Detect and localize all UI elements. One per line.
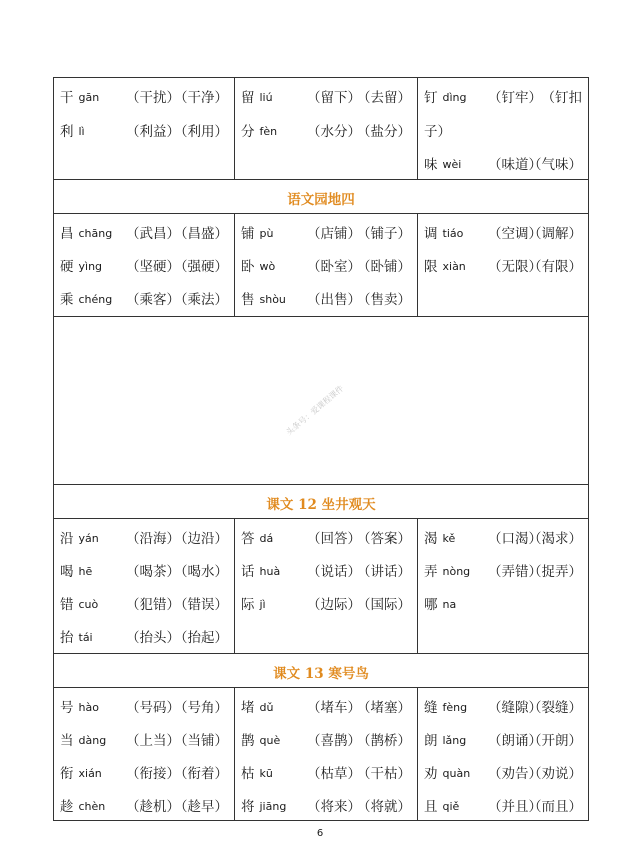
character: 劝 [424,766,438,782]
character: 将 [241,799,255,815]
pinyin: gān [78,91,100,104]
word-2: （国际） [357,597,411,613]
word-entry [60,696,228,720]
character: 趁 [60,799,74,815]
word-2: （答案） [357,531,411,547]
section-13-row [54,688,588,821]
pinyin: qiě [442,800,460,813]
word-1: （武昌） [126,226,180,242]
word-entry [60,762,228,786]
section-header-row [54,180,588,214]
character: 利 [60,124,74,140]
word-entry [241,86,411,110]
pinyin: na [442,598,457,611]
word-entry [424,86,582,110]
word-2: （昌盛） [174,226,228,242]
pinyin: kū [259,767,273,780]
empty-area [54,317,588,485]
pinyin: liú [259,91,273,104]
word-entry [424,153,582,177]
pinyin: fèn [259,125,278,138]
word-entry [241,593,411,617]
word-2: （号角） [174,700,228,716]
word-2: （劝说） [528,766,582,782]
word-1: （抬头） [126,630,180,646]
pinyin: wò [259,260,276,273]
word-2: （利用） [174,124,228,140]
word-2: （鹊桥） [357,733,411,749]
section-yuwen-col-2 [234,214,417,316]
word-1: （将来） [307,799,361,815]
word-entry [60,729,228,753]
word-2: （有限） [528,259,582,275]
word-2: （讲话） [357,564,411,580]
section-title: 语文园地四 [287,192,355,208]
word-entry [60,626,228,650]
word-entry [241,729,411,753]
word-2: （捉弄） [528,564,582,580]
word-entry [424,795,582,819]
character: 朗 [424,733,438,749]
word-2: （开朗） [528,733,582,749]
character: 且 [424,799,438,815]
pinyin: quàn [442,767,471,780]
character: 衔 [60,766,74,782]
pinyin: kě [442,532,456,545]
character: 堵 [241,700,255,716]
word-1: （沿海） [126,531,180,547]
word-entry [424,762,582,786]
word-1: （味道） [488,157,542,173]
character: 硬 [60,259,74,275]
section-12-col-3 [417,519,588,653]
pinyin: jì [259,598,266,611]
word-1: （衔接） [126,766,180,782]
pinyin: jiāng [259,800,287,813]
pinyin: hào [78,701,99,714]
word-2: （而且） [528,799,582,815]
word-entry [60,527,228,551]
word-1: （缝隙） [488,700,542,716]
character: 售 [241,292,255,308]
character: 沿 [60,531,74,547]
word-1: （趁机） [126,799,180,815]
word-1: （坚硬） [126,259,180,275]
word-1: （出售） [307,292,361,308]
pinyin: xián [78,767,102,780]
word-2: （错误） [174,597,228,613]
word-1: （无限） [488,259,542,275]
section-title: 课文 12 坐井观天 [266,497,376,513]
word-1: （水分） [307,124,361,140]
word-2: （干枯） [357,766,411,782]
character: 错 [60,597,74,613]
pinyin: què [259,734,281,747]
word-1: （回答） [307,531,361,547]
word-2: （趁早） [174,799,228,815]
word-2: （当铺） [174,733,228,749]
pinyin: hē [78,565,93,578]
word-2: （调解） [528,226,582,242]
character: 留 [241,90,255,106]
character: 当 [60,733,74,749]
pinyin: huà [259,565,281,578]
word-2: （将就） [357,799,411,815]
section-12-col-2 [234,519,417,653]
word-entry [241,527,411,551]
word-1: （店铺） [307,226,361,242]
word-entry [424,696,582,720]
pinyin: tiáo [442,227,464,240]
word-1: （堵车） [307,700,361,716]
section-header-row [54,485,588,519]
word-entry [60,120,228,144]
word-entry [60,593,228,617]
word-1: （说话） [307,564,361,580]
character: 干 [60,90,74,106]
character: 际 [241,597,255,613]
page-number: 6 [316,828,324,839]
section-12-col-1 [54,519,234,653]
word-2: （抬起） [174,630,228,646]
section-13-col-2 [234,688,417,821]
character: 号 [60,700,74,716]
character: 枯 [241,766,255,782]
section-yuwen-col-1 [54,214,234,316]
section-header-row [54,654,588,688]
watermark: 头条号：爱课程课件 [284,383,346,438]
word-1: （口渴） [488,531,542,547]
pinyin: fèng [442,701,468,714]
pinyin: cuò [78,598,99,611]
word-1: （喜鹊） [307,733,361,749]
word-1: （犯错） [126,597,180,613]
pinyin: chèn [78,800,106,813]
pinyin: xiàn [442,260,466,273]
block-1-col-1 [54,78,234,179]
word-entry [241,120,411,144]
character: 分 [241,124,255,140]
vocabulary-table [53,77,589,821]
character: 弄 [424,564,438,580]
wrapped-text: 子） [424,124,451,140]
section-13-col-1 [54,688,234,821]
block-1-col-3 [417,78,588,179]
pinyin: pù [259,227,274,240]
word-entry [241,288,411,312]
pinyin: yìng [78,260,103,273]
word-entry [424,527,582,551]
word-entry [424,729,582,753]
word-2: （堵塞） [357,700,411,716]
word-entry [241,222,411,246]
word-2: （强硬） [174,259,228,275]
word-entry [424,560,582,584]
word-entry [424,593,582,617]
character: 调 [424,226,438,242]
word-2: （钉扣 [541,90,582,106]
word-2: （气味） [528,157,582,173]
word-2: （乘法） [174,292,228,308]
word-entry [60,288,228,312]
character: 限 [424,259,438,275]
word-2: （渴求） [528,531,582,547]
word-1: （边际） [307,597,361,613]
pinyin: chāng [78,227,113,240]
pinyin: dìng [442,91,467,104]
section-13-col-3 [417,688,588,821]
character: 渴 [424,531,438,547]
word-1: （利益） [126,124,180,140]
word-entry [60,255,228,279]
word-1: （空调） [488,226,542,242]
word-entry [60,222,228,246]
word-1: （上当） [126,733,180,749]
pinyin: shòu [259,293,286,306]
word-1: （乘客） [126,292,180,308]
character: 味 [424,157,438,173]
word-2: （盐分） [357,124,411,140]
character: 昌 [60,226,74,242]
word-2: （售卖） [357,292,411,308]
pinyin: yán [78,532,99,545]
word-entry [241,762,411,786]
word-1: （弄错） [488,564,542,580]
word-1: （并且） [488,799,542,815]
word-1: （干扰） [126,90,180,106]
pinyin: dá [259,532,274,545]
character: 话 [241,564,255,580]
word-entry [241,255,411,279]
word-1: （劝告） [488,766,542,782]
character: 钉 [424,90,438,106]
word-entry [60,86,228,110]
word-1: （号码） [126,700,180,716]
word-2: （去留） [357,90,411,106]
word-2: （边沿） [174,531,228,547]
pinyin: nòng [442,565,471,578]
word-entry [424,255,582,279]
section-yuwen-row [54,214,588,317]
block-1-col-2 [234,78,417,179]
pinyin: dàng [78,734,107,747]
word-1: （枯草） [307,766,361,782]
character: 乘 [60,292,74,308]
word-entry [60,560,228,584]
word-2: （干净） [174,90,228,106]
word-2: （喝水） [174,564,228,580]
word-1: （留下） [307,90,361,106]
pinyin: lǎng [442,734,467,747]
block-1-row [54,78,588,180]
word-entry [241,696,411,720]
word-1: （喝茶） [126,564,180,580]
character: 铺 [241,226,255,242]
word-1: （钉牢） [488,90,542,106]
word-entry [424,222,582,246]
character: 哪 [424,597,438,613]
character: 鹊 [241,733,255,749]
section-title: 课文 13 寒号鸟 [273,666,369,682]
word-2: （裂缝） [528,700,582,716]
word-entry [241,795,411,819]
word-2: （卧铺） [357,259,411,275]
word-entry [60,795,228,819]
character: 喝 [60,564,74,580]
section-12-row [54,519,588,654]
character: 缝 [424,700,438,716]
pinyin: tái [78,631,93,644]
pinyin: dǔ [259,701,274,714]
section-yuwen-col-3 [417,214,588,316]
word-1: （朗诵） [488,733,542,749]
character: 抬 [60,630,74,646]
pinyin: wèi [442,158,462,171]
character: 卧 [241,259,255,275]
character: 答 [241,531,255,547]
word-2: （衔着） [174,766,228,782]
pinyin: chéng [78,293,113,306]
word-2: （铺子） [357,226,411,242]
word-1: （卧室） [307,259,361,275]
word-entry [241,560,411,584]
pinyin: lì [78,125,85,138]
